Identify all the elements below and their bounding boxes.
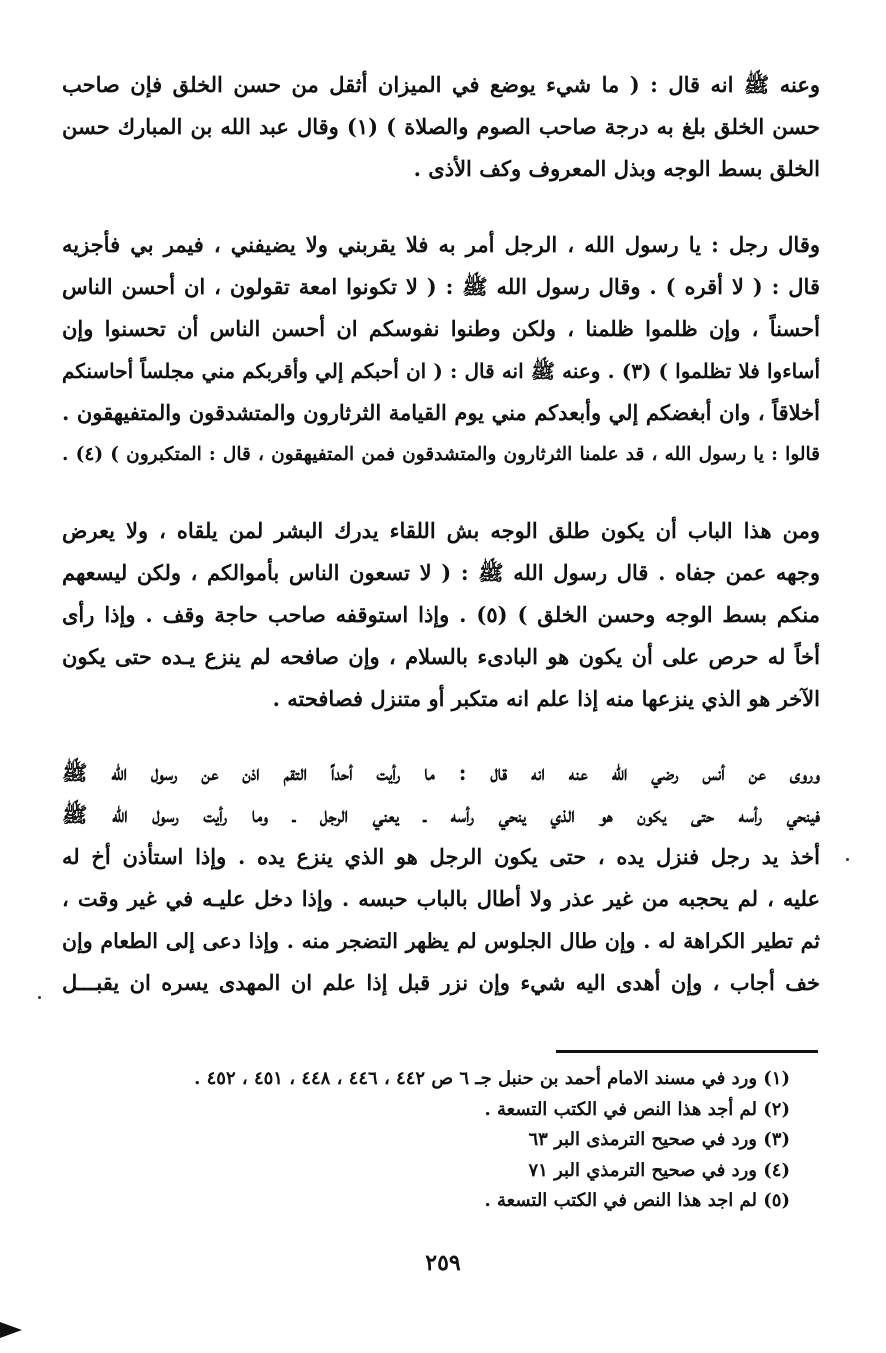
text-line: وروى عن أنس رضي الله عنه انه قال : ما رأيت أحداً التقم اذن عن رسول الله ﷺ — [62, 760, 820, 785]
text-line: وجهه عمن جفاه . قال رسول الله ﷺ : ( لا تسعون الناس بأموالكم ، ولكن ليسعهم — [62, 560, 820, 585]
text-line: منكم بسط الوجه وحسن الخلق ) (٥) . وإذا استوقفه صاحب حاجة وقف . وإذا رأى — [62, 602, 820, 627]
footnote: (٤) ورد في صحيح الترمذي البر ٧١ — [528, 1159, 790, 1181]
footnote: (٢) لم أجد هذا النص في الكتب التسعة . — [484, 1098, 790, 1120]
footnotes — [60, 1064, 818, 1217]
text-line: الآخر هو الذي ينزعها منه إذا علم انه متكبر أو متنزل فصافحته . — [272, 686, 820, 711]
text-line: أساءوا فلا تظلموا ) (٣) . وعنه ﷺ انه قال : ( ان أحبكم إلي وأقربكم مني مجلساً أحاسنكم — [62, 359, 820, 383]
text-line: وقال رجل : يا رسول الله ، الرجل أمر به فلا يقربني ولا يضيفني ، فيمر بي فأجزيه — [62, 232, 820, 257]
scan-speck — [38, 996, 41, 999]
page-number: ٢٥٩ — [425, 1250, 461, 1276]
text-line: فينحي رأسه حتى يكون هو الذي ينحي رأسه ـ يعني الرجل ـ وما رأيت رسول الله ﷺ — [62, 802, 820, 827]
text-line: قالوا : يا رسول الله ، قد علمنا الثرثارون والمتشدقون فمن المتفيهقون ، قال : المتكبرون ) (٤) . — [62, 444, 820, 465]
text-line: أخاً له حرص على أن يكون هو البادىء بالسلام ، وإن صافحه لم ينزع يـده حتى يكون — [62, 644, 820, 669]
text-line: الخلق بسط الوجه وبذل المعروف وكف الأذى . — [413, 156, 820, 181]
text-line: خف أجاب ، وإن أهدى اليه شيء وإن نزر قبل إذا علم ان المهدى يسره ان يقبـــل — [62, 970, 820, 995]
text-line: حسن الخلق بلغ به درجة صاحب الصوم والصلاة ) (١) وقال عبد الله بن المبارك حسن — [62, 114, 820, 139]
paragraph-4 — [62, 752, 820, 1004]
paragraph-1 — [62, 64, 820, 190]
paragraph-3 — [62, 510, 820, 720]
footnote-separator — [556, 1050, 818, 1053]
text-line: قال : ( لا أقره ) . وقال رسول الله ﷺ : ( لا تكونوا امعة تقولون ، ان أحسن الناس — [62, 274, 820, 299]
footnote: (١) ورد في مسند الامام أحمد بن حنبل جـ ٦ ص ٤٤٢ ، ٤٤٦ ، ٤٤٨ ، ٤٥١ ، ٤٥٢ . — [194, 1068, 790, 1089]
scan-speck — [846, 858, 849, 861]
page-edge-mark — [0, 1322, 22, 1338]
footnote: (٣) ورد في صحيح الترمذى البر ٦٣ — [528, 1129, 790, 1150]
text-line: ثم تطير الكراهة له . وإن طال الجلوس لم يظهر التضجر منه . وإذا دعى إلى الطعام وإن — [62, 929, 820, 953]
text-line: ومن هذا الباب أن يكون طلق الوجه بش اللقاء يدرك البشر لمن يلقاه ، ولا يعرض — [62, 518, 820, 543]
text-line: أحسناً ، وإن ظلموا ظلمنا ، ولكن وطنوا نفوسكم ان أحسن الناس أن تحسنوا وإن — [62, 316, 820, 341]
text-line: أخلاقاً ، وان أبغضكم إلي وأبعدكم مني يوم القيامة الثرثارون والمتشدقون والمتفيهقون . — [62, 400, 820, 425]
text-line: عليه ، لم يحجبه من غير عذر ولا أطال بالباب حبسه . وإذا دخل عليـه في غير وقت ، — [62, 886, 820, 911]
paragraph-2 — [62, 224, 820, 476]
footnote: (٥) لم اجد هذا النص في الكتب التسعة . — [484, 1190, 790, 1211]
text-line: أخذ يد رجل فنزل يده ، حتى يكون الرجل هو الذي ينزع يده . وإذا استأذن أخ له — [62, 844, 820, 869]
text-line: وعنه ﷺ انه قال : ( ما شيء يوضع في الميزان أثقل من حسن الخلق فإن صاحب — [62, 72, 820, 97]
